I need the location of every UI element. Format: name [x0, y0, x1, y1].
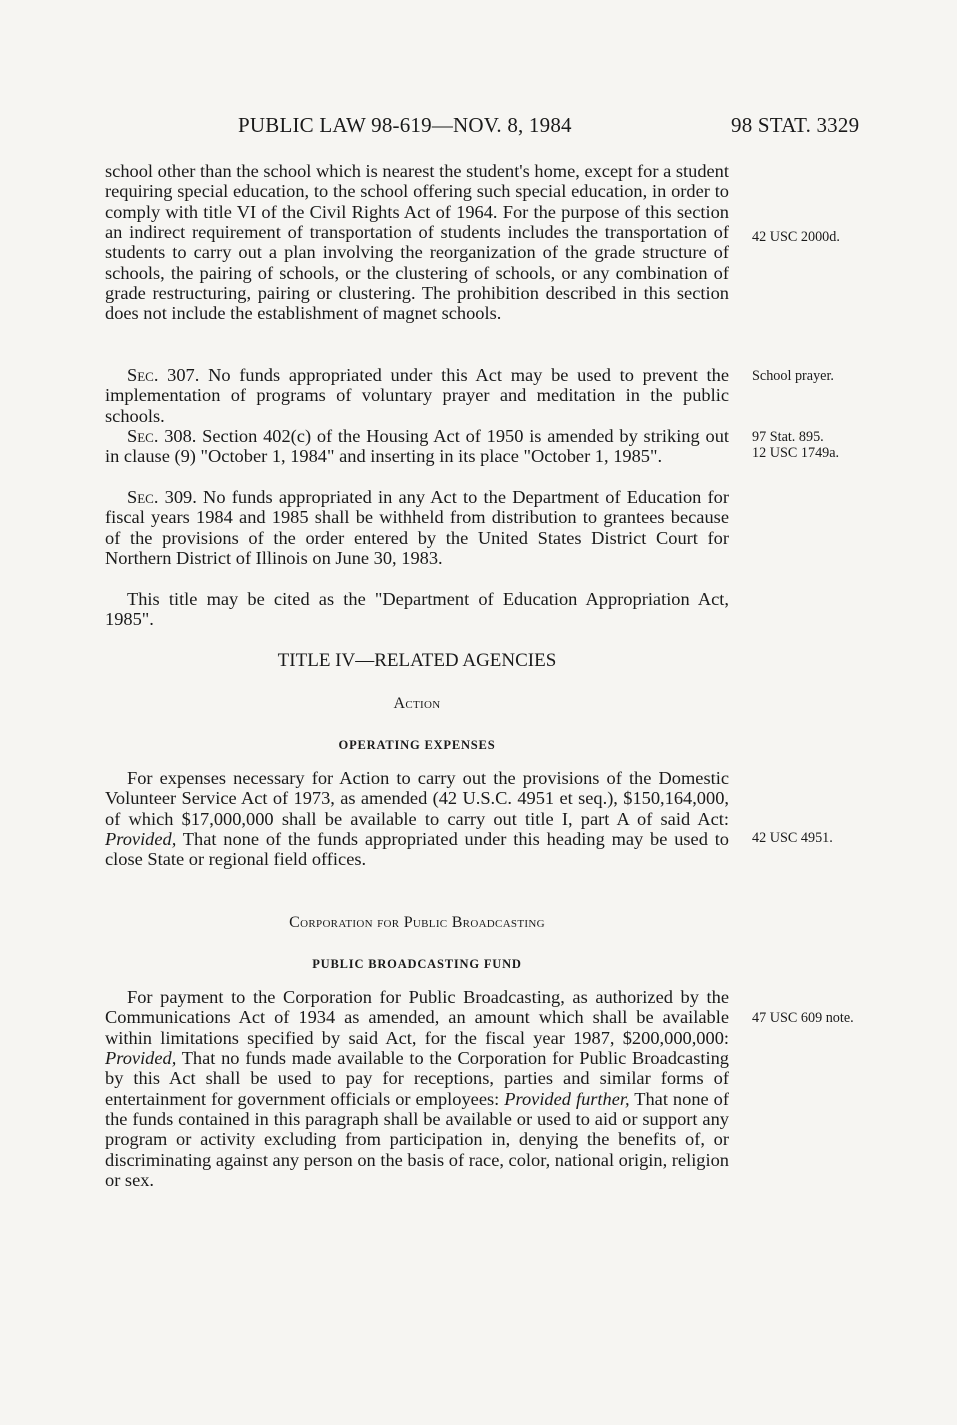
cpb-paragraph [105, 987, 729, 1190]
section-text: 308. Section 402(c) of the Housing Act of 1950 is amended by striking out in clause (9) "October 1, 1984" and inserting in its place "October 1, 1985". [105, 426, 729, 467]
paragraph-text: This title may be cited as the "Department of Education Appropriation Act, 1985". [105, 589, 729, 630]
margin-note-47usc609: 47 USC 609 note. [752, 1010, 854, 1026]
running-header-title: PUBLIC LAW 98-619—NOV. 8, 1984 [238, 113, 572, 137]
provided-further-italic: Provided further, [504, 1088, 630, 1109]
cpb-heading: Corporation for Public Broadcasting [289, 914, 545, 931]
action-paragraph [105, 768, 729, 870]
paragraph-text: That none of the funds appropriated under this heading may be used to close State or regional field offices. [105, 829, 729, 870]
title-iv-heading: TITLE IV—RELATED AGENCIES [277, 650, 557, 671]
section-label: Sec. [127, 487, 159, 507]
margin-note-school-prayer: School prayer. [752, 368, 834, 384]
action-heading: Action [393, 695, 441, 712]
paragraph-text: That none of the funds contained in this paragraph shall be available or used to aid or support any program or activity excluding from participation in, denying the benefits of, or discriminating against any person on the basis of race, color, national origin, religion or sex. [105, 1088, 729, 1191]
section-label: Sec. [127, 365, 159, 385]
section-label: Sec. [127, 426, 159, 446]
page-stat-number: 98 STAT. 3329 [731, 113, 860, 137]
margin-note-42usc2000d: 42 USC 2000d. [752, 229, 840, 245]
citation-paragraph [105, 589, 729, 630]
paragraph-continuation [105, 161, 729, 324]
section-text: 309. No funds appropriated in any Act to the Department of Education for fiscal years 1984 and 1985 shall be withheld from distribution to grantees because of the provisions of the order entered by the United States District Court for Northern District of Illinois on June 30, 1983. [105, 487, 729, 569]
paragraph-text: For expenses necessary for Action to carry out the provisions of the Domestic Volunteer Service Act of 1973, as amended (42 U.S.C. 4951 et seq.), $150,164,000, of which $17,000,000 shall be available to carry out title I, part A of said Act: [105, 768, 729, 829]
margin-note-42usc4951: 42 USC 4951. [752, 830, 833, 846]
section-307 [105, 365, 729, 426]
provided-italic: Provided, [105, 1048, 177, 1069]
margin-note-12usc1749a: 12 USC 1749a. [752, 445, 840, 461]
paragraph-text: For payment to the Corporation for Public Broadcasting, as authorized by the Communications Act of 1934 as amended, an amount which shall be available within limitations specified by said Act, for the fiscal year 1987, $200,000,000: [105, 987, 729, 1048]
paragraph-text: school other than the school which is nearest the student's home, except for a student requiring special education, to the school offering such special education, in order to comply with title VI of the Civil Rights Act of 1964. For the purpose of this section an indirect requirement of transportation of students includes the transportation of students to carry out a plan involving the reorganization of the grade structure of schools, the pairing of schools, or the clustering of schools, or any combination of grade restructuring, pairing or clustering. The prohibition described in this section does not include the establishment of magnet schools. [105, 161, 729, 324]
margin-note-97stat895: 97 Stat. 895. [752, 429, 824, 445]
provided-italic: Provided, [105, 829, 177, 850]
section-text: 307. No funds appropriated under this Act may be used to prevent the implementation of programs of voluntary prayer and meditation in the public schools. [105, 365, 729, 426]
section-308 [105, 426, 729, 467]
paragraph-text: That no funds made available to the Corporation for Public Broadcasting by this Act shall be used to pay for receptions, parties and similar forms of entertainment for government officials or employees: [105, 1048, 729, 1109]
operating-expenses-heading: OPERATING EXPENSES [338, 738, 496, 752]
public-broadcasting-fund-heading: PUBLIC BROADCASTING FUND [312, 957, 522, 971]
section-309 [105, 487, 729, 568]
